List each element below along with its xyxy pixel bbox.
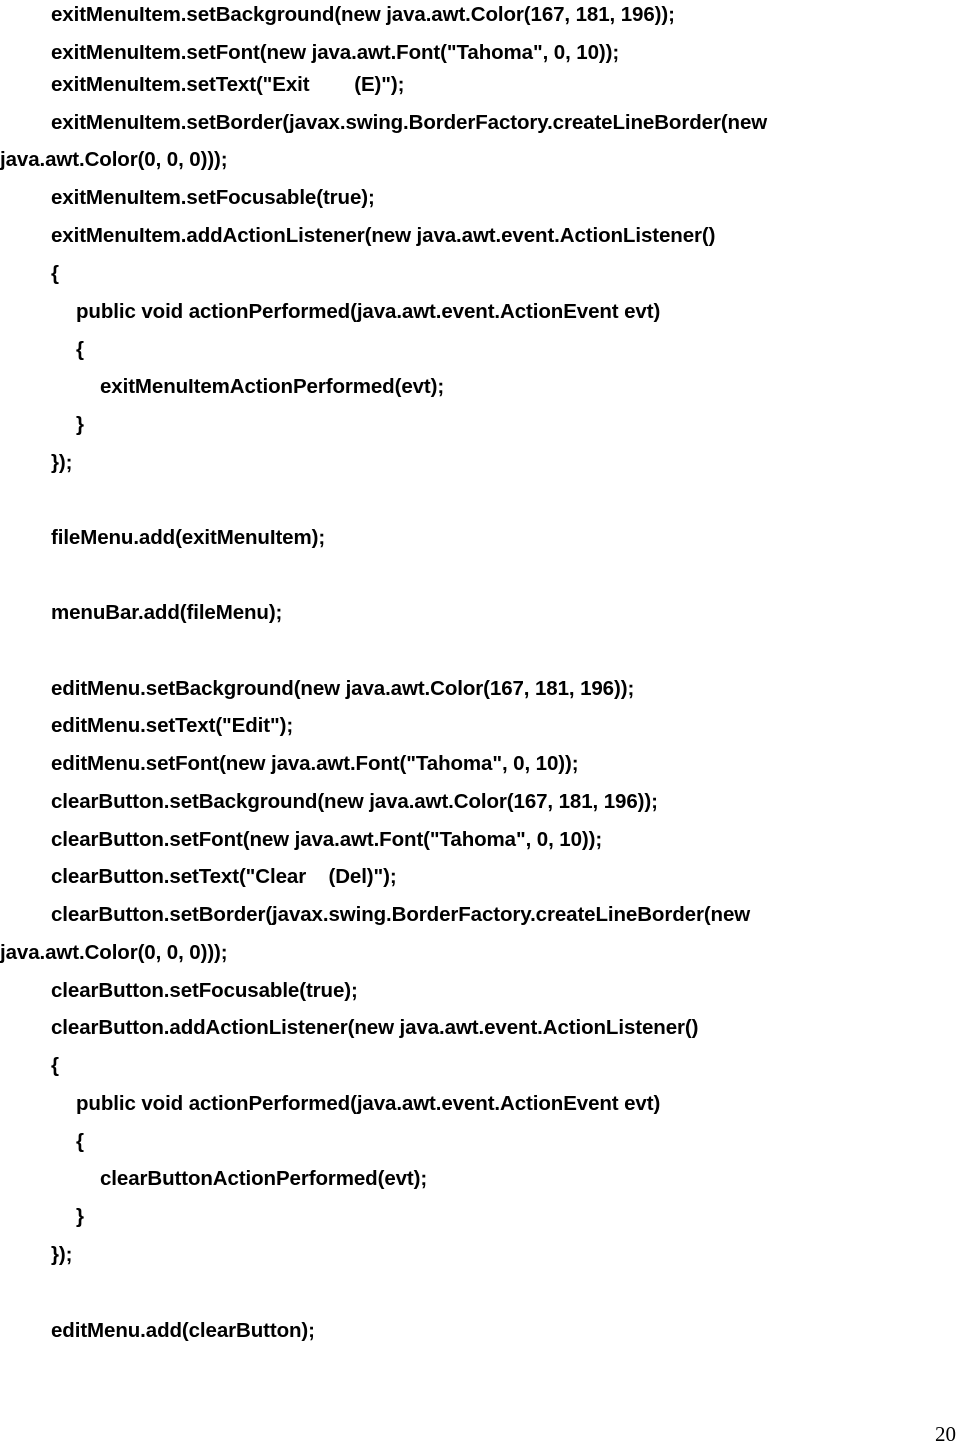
- code-line: java.awt.Color(0, 0, 0)));: [0, 941, 228, 964]
- code-line: exitMenuItem.setBackground(new java.awt.Color(167, 181, 196));: [51, 3, 675, 26]
- code-line: fileMenu.add(exitMenuItem);: [51, 526, 326, 549]
- code-line: exitMenuItemActionPerformed(evt);: [100, 375, 445, 398]
- code-line: exitMenuItem.setFont(new java.awt.Font("Tahoma", 0, 10));: [51, 41, 620, 64]
- code-line: exitMenuItem.setFocusable(true);: [51, 186, 375, 209]
- code-line: java.awt.Color(0, 0, 0)));: [0, 148, 228, 171]
- code-line: {: [76, 1130, 84, 1153]
- code-line: editMenu.add(clearButton);: [51, 1319, 315, 1342]
- code-line: public void actionPerformed(java.awt.event.ActionEvent evt): [76, 300, 661, 323]
- code-line: {: [51, 262, 59, 285]
- code-line: clearButtonActionPerformed(evt);: [100, 1167, 428, 1190]
- code-line: });: [51, 1243, 73, 1266]
- code-line: clearButton.setBorder(javax.swing.BorderFactory.createLineBorder(new: [51, 903, 751, 926]
- code-line: clearButton.setBackground(new java.awt.Color(167, 181, 196));: [51, 790, 658, 813]
- code-line: public void actionPerformed(java.awt.event.ActionEvent evt): [76, 1092, 661, 1115]
- code-line: menuBar.add(fileMenu);: [51, 601, 283, 624]
- code-line: exitMenuItem.setText("Exit (E)");: [51, 73, 405, 96]
- code-line: clearButton.setText("Clear (Del)");: [51, 865, 397, 888]
- code-line: });: [51, 451, 73, 474]
- code-line: clearButton.setFocusable(true);: [51, 979, 358, 1002]
- code-line: editMenu.setBackground(new java.awt.Color(167, 181, 196));: [51, 677, 635, 700]
- code-line: exitMenuItem.setBorder(javax.swing.BorderFactory.createLineBorder(new: [51, 111, 768, 134]
- code-line: {: [51, 1054, 59, 1077]
- code-line: exitMenuItem.addActionListener(new java.awt.event.ActionListener(): [51, 224, 716, 247]
- code-line: editMenu.setText("Edit");: [51, 714, 294, 737]
- page-number: 20: [935, 1422, 956, 1446]
- code-line: clearButton.setFont(new java.awt.Font("Tahoma", 0, 10));: [51, 828, 603, 851]
- code-line: editMenu.setFont(new java.awt.Font("Tahoma", 0, 10));: [51, 752, 579, 775]
- code-line: }: [76, 413, 84, 436]
- code-line: clearButton.addActionListener(new java.awt.event.ActionListener(): [51, 1016, 699, 1039]
- code-line: {: [76, 338, 84, 361]
- code-line: }: [76, 1205, 84, 1228]
